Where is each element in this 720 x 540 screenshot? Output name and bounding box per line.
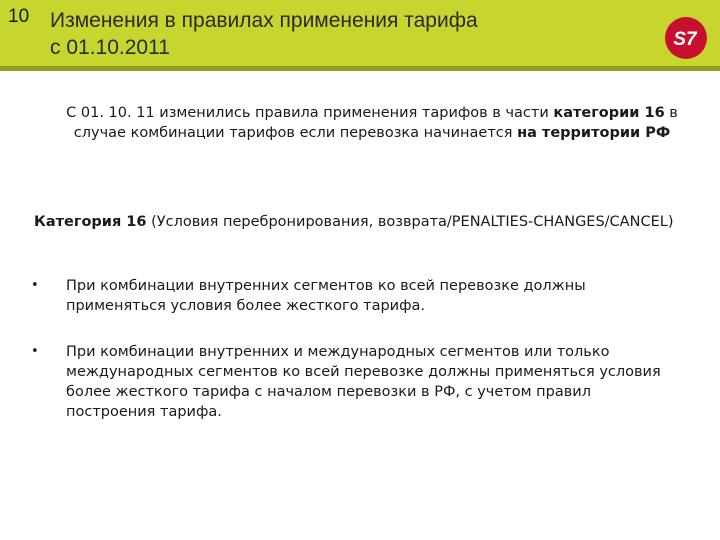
title-bar-divider [0,66,720,71]
intro-text-2: в случае комбинации тарифов если перевозка начинается [73,105,678,141]
slide-title-line-2: с 01.10.2011 [50,36,170,59]
intro-bold-category: категории 16 [553,105,665,121]
category-description: (Условия перебронирования, возврата/PENALTIES-CHANGES/CANCEL) [146,214,674,230]
s7-logo-icon [664,16,708,60]
logo-text: S7 [673,29,697,50]
category-label: Категория 16 [34,214,147,230]
bullet-text: При комбинации внутренних сегментов ко всей перевозке должны применяться условия более жесткого тарифа. [66,278,586,314]
intro-paragraph [50,103,694,143]
intro-text-1: С 01. 10. 11 изменились правила применения тарифов в части [66,105,554,121]
bullet-mark: • [31,344,39,359]
bullet-text: При комбинации внутренних и международных сегментов или только международных сегментов ко всей перевозке должны применяться условия более жесткого тарифа с началом перевозки в РФ, с учетом правил построения тарифа. [66,344,661,420]
slide-title [50,7,630,61]
category-heading [34,212,684,232]
slide-title-line-1: Изменения в правилах применения тарифа [50,9,478,32]
bullet-mark: • [31,278,39,293]
slide-number: 10 [8,6,30,27]
intro-bold-territory: на территории РФ [517,125,671,141]
